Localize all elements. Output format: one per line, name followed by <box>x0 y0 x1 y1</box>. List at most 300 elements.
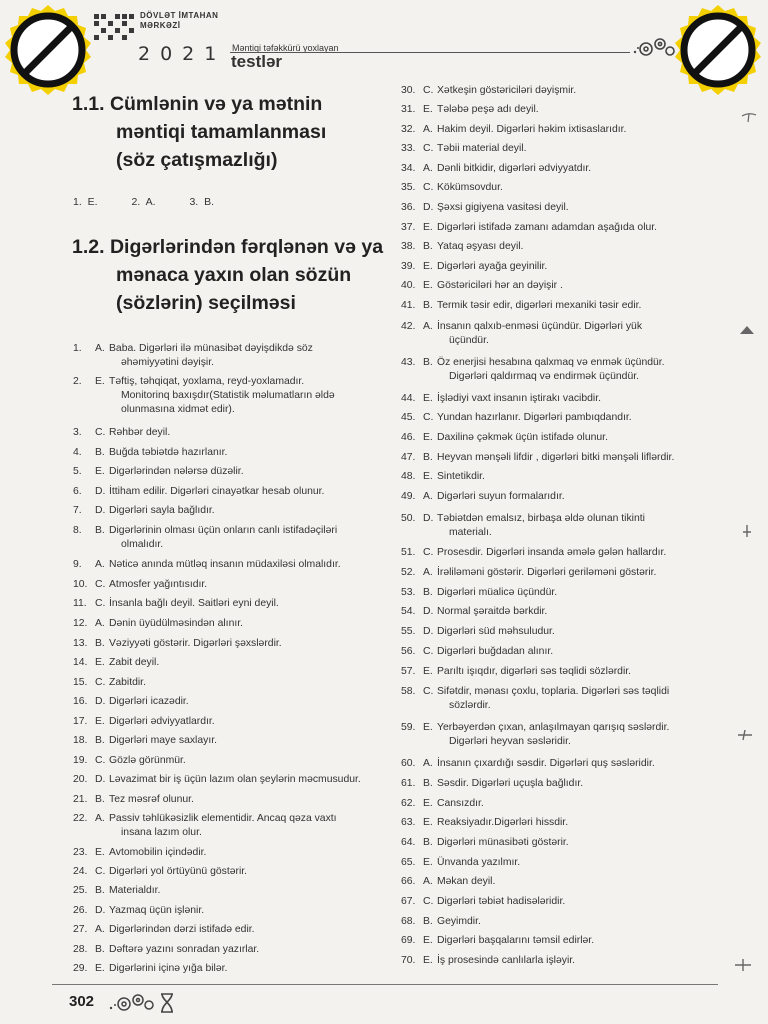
list-item <box>401 431 716 445</box>
item-number: 61. <box>401 778 416 789</box>
list-item <box>401 221 716 235</box>
item-number: 65. <box>401 857 416 868</box>
header-subject: Məntiqi təfəkkürü yoxlayan <box>232 43 339 53</box>
page-number: 302 <box>69 993 95 1010</box>
item-text-line: Digərləri təbiət hadisələridir. <box>437 896 566 907</box>
item-number: 7. <box>73 505 82 516</box>
item-number: 56. <box>401 646 416 657</box>
item-number: 4. <box>73 447 82 458</box>
item-letter: E. <box>423 817 433 828</box>
list-item <box>73 754 393 768</box>
item-number: 1. <box>73 343 82 354</box>
list-item <box>401 279 716 293</box>
item-letter: E. <box>423 393 433 404</box>
item-text-line: materialı. <box>449 527 492 538</box>
item-number: 13. <box>73 638 88 649</box>
list-item <box>401 954 716 968</box>
item-text-line: Reaksiyadır.Digərləri hissdir. <box>437 817 569 828</box>
item-text <box>437 162 716 176</box>
item-letter: A. <box>95 618 105 629</box>
item-letter: E. <box>95 847 105 858</box>
item-text <box>109 375 393 417</box>
answer-item: 3. B. <box>189 196 215 208</box>
item-text-line: İş prosesində canlılarla işləyir. <box>437 955 576 966</box>
item-text-line: Digərləri sayla bağlıdır. <box>109 505 215 516</box>
item-text <box>109 597 393 611</box>
item-text-line: Məkan deyil. <box>437 876 496 887</box>
item-text-line: Digərlərinin olması üçün onların canlı istifadəçiləri <box>109 525 338 536</box>
item-number: 67. <box>401 896 416 907</box>
list-item <box>401 162 716 176</box>
item-number: 33. <box>401 143 416 154</box>
item-text-line: Şəxsi gigiyena vasitəsi deyil. <box>437 202 569 213</box>
item-letter: C. <box>423 896 434 907</box>
item-text-line: İttiham edilir. Digərləri cinayətkar hesab olunur. <box>109 486 325 497</box>
item-text-line: Digərləri ayağa geyinilir. <box>437 261 548 272</box>
list-item <box>401 546 716 560</box>
item-text-line: Sifətdir, mənası çoxlu, toplaria. Digərləri səs təqlidi <box>437 686 670 697</box>
margin-mark <box>738 324 756 338</box>
item-number: 44. <box>401 393 416 404</box>
item-text <box>109 485 393 499</box>
item-text-line: əhəmiyyətini dəyişir. <box>121 357 214 368</box>
list-item <box>401 451 716 465</box>
item-text <box>437 320 716 348</box>
item-number: 32. <box>401 124 416 135</box>
hourglass-icon <box>160 993 174 1013</box>
item-text-line: Təftiş, təhqiqat, yoxlama, reyd-yoxlamadır. <box>109 376 305 387</box>
item-text <box>437 240 716 254</box>
list-item <box>401 84 716 98</box>
list-item <box>401 201 716 215</box>
item-text-line: İnsanla bağlı deyil. Saitləri eyni deyil. <box>109 598 279 609</box>
item-letter: A. <box>95 813 105 824</box>
item-letter: C. <box>423 547 434 558</box>
item-number: 16. <box>73 696 88 707</box>
item-text-line: Digərləri münasibəti göstərir. <box>437 837 569 848</box>
item-letter: A. <box>423 321 433 332</box>
item-letter: B. <box>423 916 433 927</box>
margin-mark <box>736 728 754 742</box>
item-letter: B. <box>423 357 433 368</box>
item-text <box>437 431 716 445</box>
item-text-line: Digərləri süd məhsuludur. <box>437 626 555 637</box>
answers-list-right <box>401 0 716 1024</box>
item-text-line: Parıltı işıqdır, digərləri səs təqlidi sözlərdir. <box>437 666 632 677</box>
item-letter: E. <box>423 280 433 291</box>
item-text <box>437 836 716 850</box>
item-letter: C. <box>423 646 434 657</box>
item-text-line: Atmosfer yağıntısıdır. <box>109 579 208 590</box>
item-letter: E. <box>423 857 433 868</box>
item-text-line: Göstəriciləri hər an dəyişir . <box>437 280 563 291</box>
item-text <box>437 816 716 830</box>
list-item <box>73 865 393 879</box>
item-letter: A. <box>423 491 433 502</box>
list-item <box>73 773 393 787</box>
item-number: 8. <box>73 525 82 536</box>
item-text-line: Baba. Digərləri ilə münasibət dəyişdikdə söz <box>109 343 313 354</box>
item-text-line: Hakim deyil. Digərləri həkim ixtisaslarıdır. <box>437 124 627 135</box>
list-item <box>73 375 393 417</box>
list-item <box>401 757 716 771</box>
item-text-line: Dənin üyüdülməsindən alınır. <box>109 618 244 629</box>
item-letter: E. <box>95 466 105 477</box>
item-number: 36. <box>401 202 416 213</box>
item-text <box>109 904 393 918</box>
item-letter: C. <box>423 412 434 423</box>
list-item <box>73 426 393 440</box>
item-number: 23. <box>73 847 88 858</box>
list-item <box>401 356 716 384</box>
item-letter: B. <box>423 587 433 598</box>
list-item <box>401 915 716 929</box>
list-item <box>401 299 716 313</box>
item-text <box>437 875 716 889</box>
item-letter: E. <box>95 657 105 668</box>
list-item <box>401 411 716 425</box>
org-line-2: MƏRKƏZİ <box>140 21 181 30</box>
margin-mark <box>738 524 756 538</box>
item-text <box>109 676 393 690</box>
item-number: 5. <box>73 466 82 477</box>
item-number: 55. <box>401 626 416 637</box>
item-text-line: sözlərdir. <box>449 700 491 711</box>
item-number: 69. <box>401 935 416 946</box>
item-letter: C. <box>95 579 106 590</box>
list-item <box>401 566 716 580</box>
item-number: 22. <box>73 813 88 824</box>
item-number: 42. <box>401 321 416 332</box>
item-text-line: Digərləri istifadə zamanı adamdan aşağıda olur. <box>437 222 658 233</box>
item-number: 19. <box>73 755 88 766</box>
item-text <box>437 103 716 117</box>
item-number: 52. <box>401 567 416 578</box>
section-1-title-line: 1.1. Cümlənin və ya mətnin <box>72 93 323 115</box>
item-text <box>109 962 393 976</box>
item-letter: B. <box>423 778 433 789</box>
item-number: 28. <box>73 944 88 955</box>
item-number: 26. <box>73 905 88 916</box>
item-letter: D. <box>95 905 106 916</box>
section-2-title-line: 1.2. Digərlərindən fərqlənən və ya <box>72 236 384 258</box>
item-text-line: Ləvazimat bir iş üçün lazım olan şeylərin məcmusudur. <box>109 774 361 785</box>
item-text-line: Öz enerjisi hesabına qalxmaq və enmək üçündür. <box>437 357 665 368</box>
item-text-line: Digərləri başqalarını təmsil edirlər. <box>437 935 595 946</box>
item-number: 6. <box>73 486 82 497</box>
item-number: 51. <box>401 547 416 558</box>
item-number: 31. <box>401 104 416 115</box>
item-text <box>437 721 716 749</box>
list-item <box>401 895 716 909</box>
item-number: 35. <box>401 182 416 193</box>
item-number: 17. <box>73 716 88 727</box>
item-letter: A. <box>423 758 433 769</box>
item-number: 39. <box>401 261 416 272</box>
item-text-line: Digərləri ədviyyatlardır. <box>109 716 215 727</box>
item-text-line: Monitorinq baxışdır(Statistik məlumatların əldə <box>121 390 335 401</box>
item-text <box>109 812 393 840</box>
item-text <box>109 446 393 460</box>
item-number: 29. <box>73 963 88 974</box>
item-number: 2. <box>73 376 82 387</box>
item-text <box>109 578 393 592</box>
item-text <box>109 558 393 572</box>
item-letter: D. <box>95 505 106 516</box>
item-text-line: olunmasına xidmət edir). <box>121 404 235 415</box>
item-text-line: İrəliləməni göstərir. Digərləri geriləməni göstərir. <box>437 567 657 578</box>
item-text-line: Yundan hazırlanır. Digərləri pambıqdandır. <box>437 412 632 423</box>
item-text <box>437 645 716 659</box>
item-text <box>437 685 716 713</box>
item-text <box>437 625 716 639</box>
item-text-line: İnsanın çıxardığı səsdir. Digərləri quş səsləridir. <box>437 758 655 769</box>
list-item <box>401 875 716 889</box>
list-item <box>401 260 716 274</box>
list-item <box>73 485 393 499</box>
item-letter: A. <box>95 559 105 570</box>
list-item <box>73 656 393 670</box>
item-letter: E. <box>423 798 433 809</box>
item-text-line: Passiv təhlükəsizlik elementidir. Ancaq qəza vaxtı <box>109 813 337 824</box>
item-number: 66. <box>401 876 416 887</box>
item-number: 47. <box>401 452 416 463</box>
item-letter: E. <box>423 261 433 272</box>
item-number: 54. <box>401 606 416 617</box>
item-number: 15. <box>73 677 88 688</box>
item-text-line: Təbiətdən emalsız, birbaşa əldə olunan tikinti <box>437 513 645 524</box>
item-number: 62. <box>401 798 416 809</box>
answer-item: 2. A. <box>131 196 156 208</box>
item-text <box>437 221 716 235</box>
list-item <box>73 793 393 807</box>
item-letter: B. <box>95 944 105 955</box>
answer-item: 1. E. <box>73 196 98 208</box>
item-letter: D. <box>423 513 434 524</box>
item-text-line: olmalıdır. <box>121 539 164 550</box>
item-letter: B. <box>95 794 105 805</box>
item-text <box>437 757 716 771</box>
item-text-line: Təbii material deyil. <box>437 143 527 154</box>
item-letter: A. <box>95 924 105 935</box>
item-letter: E. <box>423 222 433 233</box>
item-text-line: Dəftərə yazını sonradan yazırlar. <box>109 944 260 955</box>
list-item <box>401 777 716 791</box>
item-letter: D. <box>95 774 106 785</box>
item-number: 14. <box>73 657 88 668</box>
item-text <box>109 342 393 370</box>
item-letter: E. <box>423 104 433 115</box>
list-item <box>401 470 716 484</box>
item-text-line: Digərlərini içinə yığa bilər. <box>109 963 228 974</box>
item-text-line: Digərlərindən nələrsə düzəlir. <box>109 466 244 477</box>
item-text <box>437 895 716 909</box>
section-2-title-line: (sözlərin) seçilməsi <box>116 292 296 314</box>
item-letter: C. <box>423 182 434 193</box>
item-letter: C. <box>423 85 434 96</box>
list-item <box>401 240 716 254</box>
item-text <box>437 915 716 929</box>
item-text-line: Səsdir. Digərləri uçuşla bağlıdır. <box>437 778 584 789</box>
item-text <box>109 773 393 787</box>
year-label: 2021 <box>138 43 227 65</box>
item-text <box>109 734 393 748</box>
item-number: 20. <box>73 774 88 785</box>
item-text-line: insana lazım olur. <box>121 827 202 838</box>
item-number: 53. <box>401 587 416 598</box>
item-text <box>437 123 716 137</box>
item-number: 41. <box>401 300 416 311</box>
list-item <box>73 846 393 860</box>
item-text <box>437 777 716 791</box>
list-item <box>73 695 393 709</box>
item-text-line: Heyvan mənşəli lifdir , digərləri bitki mənşəli liflərdir. <box>437 452 675 463</box>
item-text-line: Digərləri yol örtüyünü göstərir. <box>109 866 248 877</box>
list-item <box>73 504 393 518</box>
list-item <box>73 715 393 729</box>
item-letter: C. <box>423 686 434 697</box>
item-text <box>437 411 716 425</box>
item-letter: B. <box>423 837 433 848</box>
list-item <box>401 816 716 830</box>
item-text-line: İşlədiyi vaxt insanın iştirakı vacibdir. <box>437 393 602 404</box>
list-item <box>401 490 716 504</box>
list-item <box>73 676 393 690</box>
item-letter: B. <box>95 885 105 896</box>
list-item <box>401 665 716 679</box>
item-number: 49. <box>401 491 416 502</box>
list-item <box>73 637 393 651</box>
item-text <box>437 954 716 968</box>
item-text-line: Termik təsir edir, digərləri mexaniki təsir edir. <box>437 300 642 311</box>
list-item <box>73 446 393 460</box>
item-text-line: Buğda təbiətdə hazırlanır. <box>109 447 228 458</box>
item-text <box>109 754 393 768</box>
item-letter: D. <box>95 486 106 497</box>
item-letter: A. <box>95 343 105 354</box>
item-text <box>437 605 716 619</box>
item-letter: B. <box>95 525 105 536</box>
item-text <box>437 84 716 98</box>
list-item <box>401 392 716 406</box>
list-item <box>73 904 393 918</box>
item-text-line: Materialdır. <box>109 885 161 896</box>
item-text <box>109 715 393 729</box>
item-text <box>437 512 716 540</box>
item-text <box>437 181 716 195</box>
list-item <box>401 721 716 749</box>
item-text <box>109 923 393 937</box>
item-letter: E. <box>423 666 433 677</box>
item-text <box>109 846 393 860</box>
item-number: 24. <box>73 866 88 877</box>
section-2-title-line: mənaca yaxın olan sözün <box>116 264 352 286</box>
item-text-line: Rəhbər deyil. <box>109 427 171 438</box>
item-number: 3. <box>73 427 82 438</box>
item-text <box>437 142 716 156</box>
item-text-line: Kökümsovdur. <box>437 182 503 193</box>
item-text-line: Digərləri heyvan səsləridir. <box>449 736 571 747</box>
section-1-title-line: (söz çatışmazlığı) <box>116 149 278 171</box>
item-text-line: Cansızdır. <box>437 798 484 809</box>
answers-list-left <box>73 0 393 1024</box>
list-item <box>401 181 716 195</box>
list-item <box>401 320 716 348</box>
item-letter: B. <box>95 638 105 649</box>
list-item <box>73 943 393 957</box>
item-text-line: Avtomobilin içindədir. <box>109 847 207 858</box>
list-item <box>73 342 393 370</box>
item-text <box>437 490 716 504</box>
margin-mark <box>740 110 758 124</box>
item-text <box>109 524 393 552</box>
item-letter: B. <box>423 300 433 311</box>
item-text <box>437 392 716 406</box>
item-text-line: Digərləri müalicə üçündür. <box>437 587 558 598</box>
item-number: 57. <box>401 666 416 677</box>
header-series: testlər <box>231 52 283 71</box>
item-letter: E. <box>423 471 433 482</box>
list-item <box>401 512 716 540</box>
list-item <box>73 734 393 748</box>
item-text <box>109 943 393 957</box>
list-item <box>401 605 716 619</box>
item-text-line: Gözlə görünmür. <box>109 755 186 766</box>
item-number: 45. <box>401 412 416 423</box>
item-number: 38. <box>401 241 416 252</box>
item-number: 11. <box>73 598 87 609</box>
item-letter: E. <box>423 955 433 966</box>
item-letter: C. <box>423 143 434 154</box>
item-text <box>437 546 716 560</box>
list-item <box>73 812 393 840</box>
item-letter: B. <box>95 447 105 458</box>
item-number: 50. <box>401 513 416 524</box>
item-letter: A. <box>423 163 433 174</box>
footer-rule <box>52 984 718 985</box>
item-number: 64. <box>401 837 416 848</box>
item-number: 43. <box>401 357 416 368</box>
item-letter: E. <box>95 716 105 727</box>
list-item <box>401 586 716 600</box>
item-letter: D. <box>423 606 434 617</box>
list-item <box>73 923 393 937</box>
item-text <box>437 279 716 293</box>
item-letter: D. <box>423 202 434 213</box>
item-text <box>109 504 393 518</box>
item-text <box>437 201 716 215</box>
item-text-line: Ünvanda yazılmır. <box>437 857 521 868</box>
item-text-line: Daxilinə çəkmək üçün istifadə olunur. <box>437 432 608 443</box>
margin-mark <box>734 958 752 972</box>
list-item <box>401 625 716 639</box>
item-letter: A. <box>423 567 433 578</box>
list-item <box>401 103 716 117</box>
item-text <box>109 793 393 807</box>
item-text-line: Digərləri qaldırmaq və endirmək üçündür. <box>449 371 640 382</box>
item-number: 18. <box>73 735 88 746</box>
item-letter: E. <box>95 963 105 974</box>
list-item <box>73 465 393 479</box>
item-number: 63. <box>401 817 416 828</box>
item-text <box>437 586 716 600</box>
list-item <box>401 685 716 713</box>
gears-icon <box>108 992 158 1014</box>
item-text <box>109 426 393 440</box>
item-number: 48. <box>401 471 416 482</box>
item-number: 70. <box>401 955 416 966</box>
list-item <box>401 836 716 850</box>
